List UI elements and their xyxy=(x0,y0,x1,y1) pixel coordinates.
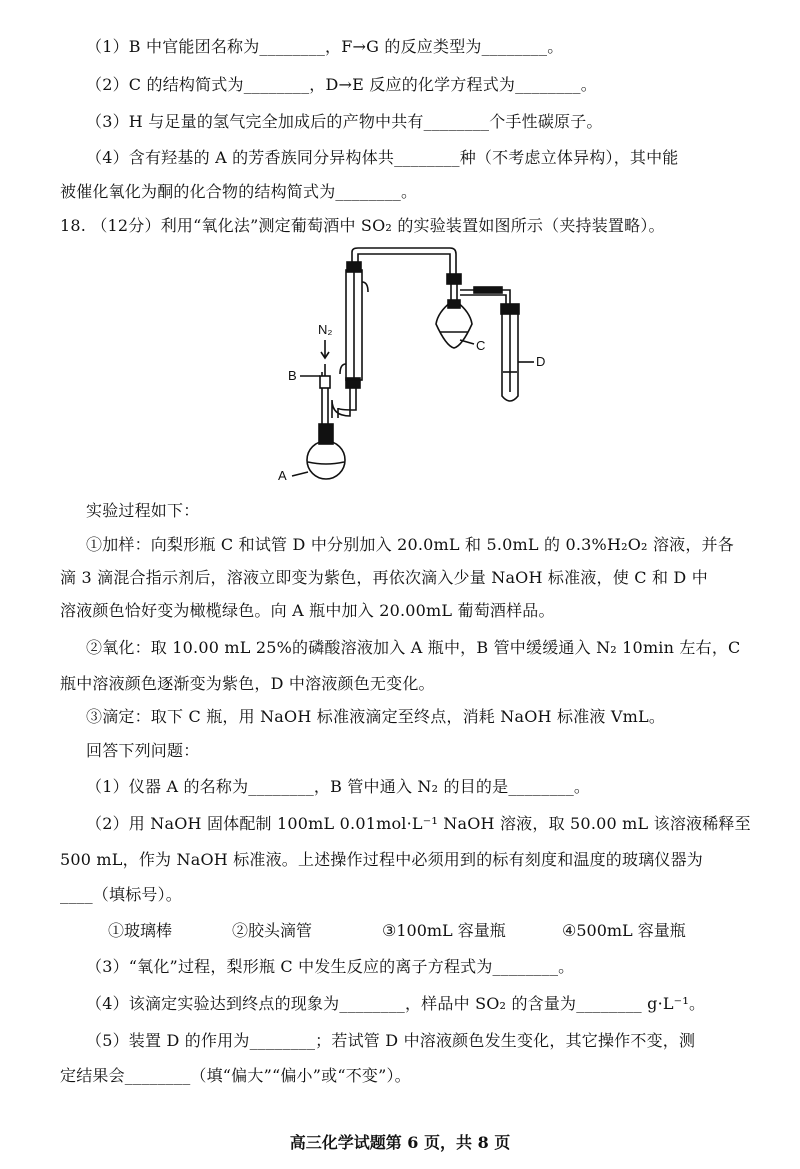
q18-part-5-cont: 定结果会________（填“偏大”“偏小”或“不变”）。 xyxy=(60,1066,411,1085)
flask-a xyxy=(307,441,345,479)
option-2: ②胶头滴管 xyxy=(232,921,313,940)
page-footer: 高三化学试题第 6 页，共 8 页 xyxy=(289,1133,511,1152)
label-d: D xyxy=(536,354,546,369)
label-n2: N₂ xyxy=(318,322,333,337)
q17-part-4-cont: 被催化氧化为酮的化合物的结构简式为________。 xyxy=(60,182,418,201)
procedure-heading: 实验过程如下： xyxy=(86,501,200,520)
q18-part-5: （5）装置 D 的作用为________；若试管 D 中溶液颜色发生变化，其它操作不变，测 xyxy=(86,1031,696,1050)
label-b: B xyxy=(288,368,297,383)
q18-part-2-cont: 500 mL，作为 NaOH 标准液。上述操作过程中必须用到的标有刻度和温度的玻璃仪器为 xyxy=(60,850,704,869)
q18-part-2-blank: ____（填标号）。 xyxy=(60,885,183,904)
q18-part-1: （1）仪器 A 的名称为________，B 管中通入 N₂ 的目的是________。 xyxy=(86,777,591,796)
step-3: ③滴定：取下 C 瓶，用 NaOH 标准液滴定至终点，消耗 NaOH 标准液 VmL。 xyxy=(86,707,666,726)
q17-part-4: （4）含有羟基的 A 的芳香族同分异构体共________种（不考虑立体异构），其中能 xyxy=(86,148,679,167)
q17-part-2: （2）C 的结构简式为________，D→E 反应的化学方程式为________。 xyxy=(86,75,597,94)
option-3: ③100mL 容量瓶 xyxy=(382,921,506,940)
q18-part-3: （3）“氧化”过程，梨形瓶 C 中发生反应的离子方程式为________。 xyxy=(86,957,575,976)
step-1-cont-b: 溶液颜色恰好变为橄榄绿色。向 A 瓶中加入 20.00mL 葡萄酒样品。 xyxy=(60,601,555,620)
question-18-stem: 18. （12分）利用“氧化法”测定葡萄酒中 SO₂ 的实验装置如图所示（夹持装置略）。 xyxy=(60,216,665,235)
label-a: A xyxy=(278,468,287,483)
apparatus-diagram xyxy=(270,240,570,490)
q17-part-1: （1）B 中官能团名称为________，F→G 的反应类型为________。 xyxy=(86,37,564,56)
questions-heading: 回答下列问题： xyxy=(86,741,200,760)
step-1: ①加样：向梨形瓶 C 和试管 D 中分别加入 20.0mL 和 5.0mL 的 0.3%H₂O₂ 溶液，并各 xyxy=(86,535,734,554)
q17-part-3: （3）H 与足量的氢气完全加成后的产物中共有________个手性碳原子。 xyxy=(86,112,603,131)
step-1-cont-a: 滴 3 滴混合指示剂后，溶液立即变为紫色，再依次滴入少量 NaOH 标准液，使 C 和 D 中 xyxy=(60,568,708,587)
q18-part-2: （2）用 NaOH 固体配制 100mL 0.01mol·L⁻¹ NaOH 溶液，取 50.00 mL 该溶液稀释至 xyxy=(86,814,751,833)
step-2: ②氧化：取 10.00 mL 25%的磷酸溶液加入 A 瓶中，B 管中缓缓通入 N₂ 10min 左右，C xyxy=(86,638,741,657)
pear-flask-c xyxy=(436,284,472,348)
q18-part-4: （4）该滴定实验达到终点的现象为________，样品中 SO₂ 的含量为________ g·L⁻¹。 xyxy=(86,994,706,1013)
option-4: ④500mL 容量瓶 xyxy=(562,921,686,940)
label-c: C xyxy=(476,338,486,353)
option-1: ①玻璃棒 xyxy=(108,921,173,940)
step-2-cont: 瓶中溶液颜色逐渐变为紫色，D 中溶液颜色无变化。 xyxy=(60,674,435,693)
